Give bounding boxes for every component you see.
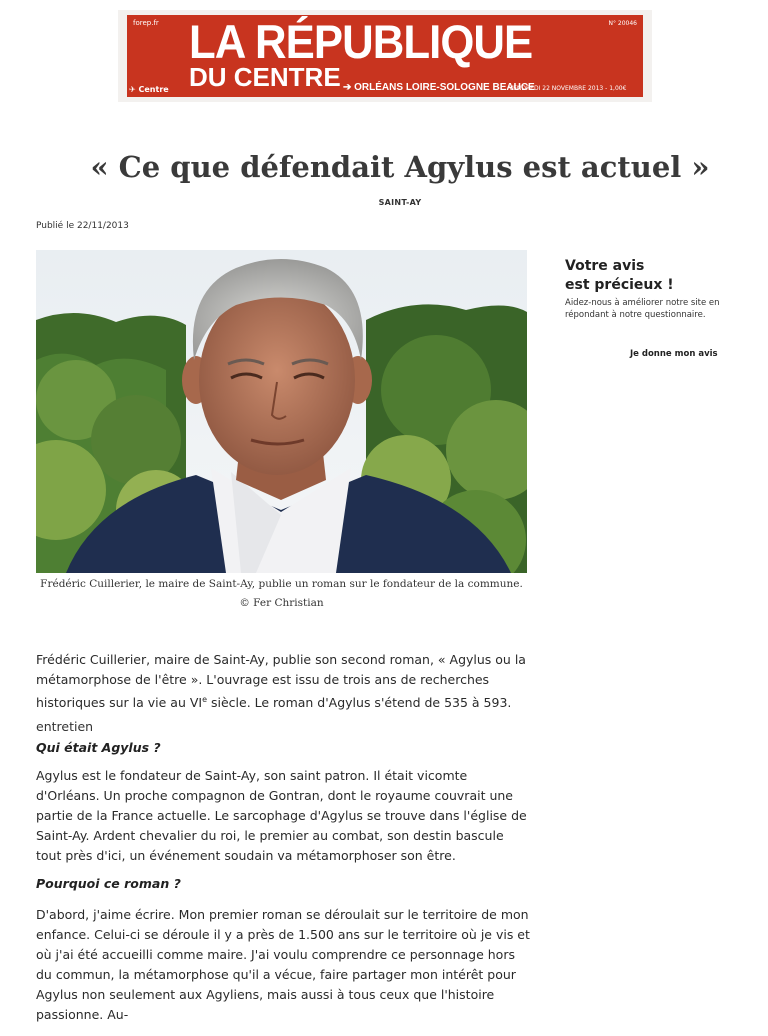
feedback-title-line1: Votre avis xyxy=(565,258,645,274)
intro-text-end: siècle. Le roman d'Agylus s'étend de 535 à 593. xyxy=(207,695,512,711)
masthead-title: LA RÉPUBLIQUE xyxy=(189,15,533,68)
intro-superscript: e xyxy=(202,695,208,704)
feedback-widget xyxy=(565,257,745,321)
masthead-issue-number: N° 20046 xyxy=(608,20,637,27)
masthead-banner xyxy=(127,15,643,97)
feedback-link[interactable]: Je donne mon avis xyxy=(630,349,718,359)
feedback-title-line2: est précieux ! xyxy=(565,277,674,293)
article-label: entretien xyxy=(36,719,94,734)
article-photo xyxy=(36,250,527,573)
masthead-site: forep.fr xyxy=(133,19,159,27)
intro-text: Frédéric Cuillerier, maire de Saint-Ay, publie son second roman, « Agylus ou la métamorphose de l'être ». L'ouvrage est issu de trois ans de recherches historiques sur la vie au VI xyxy=(36,652,526,711)
answer-2: D'abord, j'aime écrire. Mon premier roman se déroulait sur le territoire de mon enfance. Celui-ci se déroule il y a près de 1.500 ans sur le territoire où je vis et où j'ai été accueilli comme maire. J'ai voulu comprendre ce personnage hors du commun, la métamorphose qu'il a vécue, faire partager mon intérêt pour Agylus non seulement aux Agyliens, mais aussi à tous ceux que l'histoire passionne. Au- xyxy=(36,907,530,1022)
question-2: Pourquoi ce roman ? xyxy=(36,876,181,891)
section-tag: SAINT-AY xyxy=(378,198,422,207)
answer-1: Agylus est le fondateur de Saint-Ay, son saint patron. Il était vicomte d'Orléans. Un proche compagnon de Gontran, dont le royaume couvrait une partie de la France actuelle. Le sarcophage d'Agylus se trouve dans l'église de Saint-Ay. Ardent chevalier du roi, le premier au combat, son destin bascule tout près d'ici, un événement soudain va métamorphoser son être. xyxy=(36,768,527,863)
article-intro xyxy=(36,650,530,713)
masthead-subtitle: DU CENTRE xyxy=(189,62,341,92)
article-headline: « Ce que défendait Agylus est actuel » xyxy=(90,150,710,184)
centre-logo-icon: ✈ xyxy=(129,85,139,94)
newspaper-masthead xyxy=(118,10,652,102)
photo-caption: Frédéric Cuillerier, le maire de Saint-Ay, publie un roman sur le fondateur de la commune. © Fer Christian xyxy=(40,578,523,609)
publish-date: Publié le 22/11/2013 xyxy=(36,221,129,231)
question-1: Qui était Agylus ? xyxy=(36,740,161,755)
masthead-region: ➔ ORLÉANS LOIRE-SOLOGNE BEAUCE xyxy=(343,82,535,93)
masthead-centre-label: Centre xyxy=(138,85,169,94)
masthead-centre-logo xyxy=(129,85,169,94)
feedback-text: Aidez-nous à améliorer notre site en répondant à notre questionnaire. xyxy=(565,298,720,320)
portrait-image xyxy=(36,250,527,573)
masthead-date: VENDREDI 22 NOVEMBRE 2013 - 1,00€ xyxy=(509,85,627,92)
